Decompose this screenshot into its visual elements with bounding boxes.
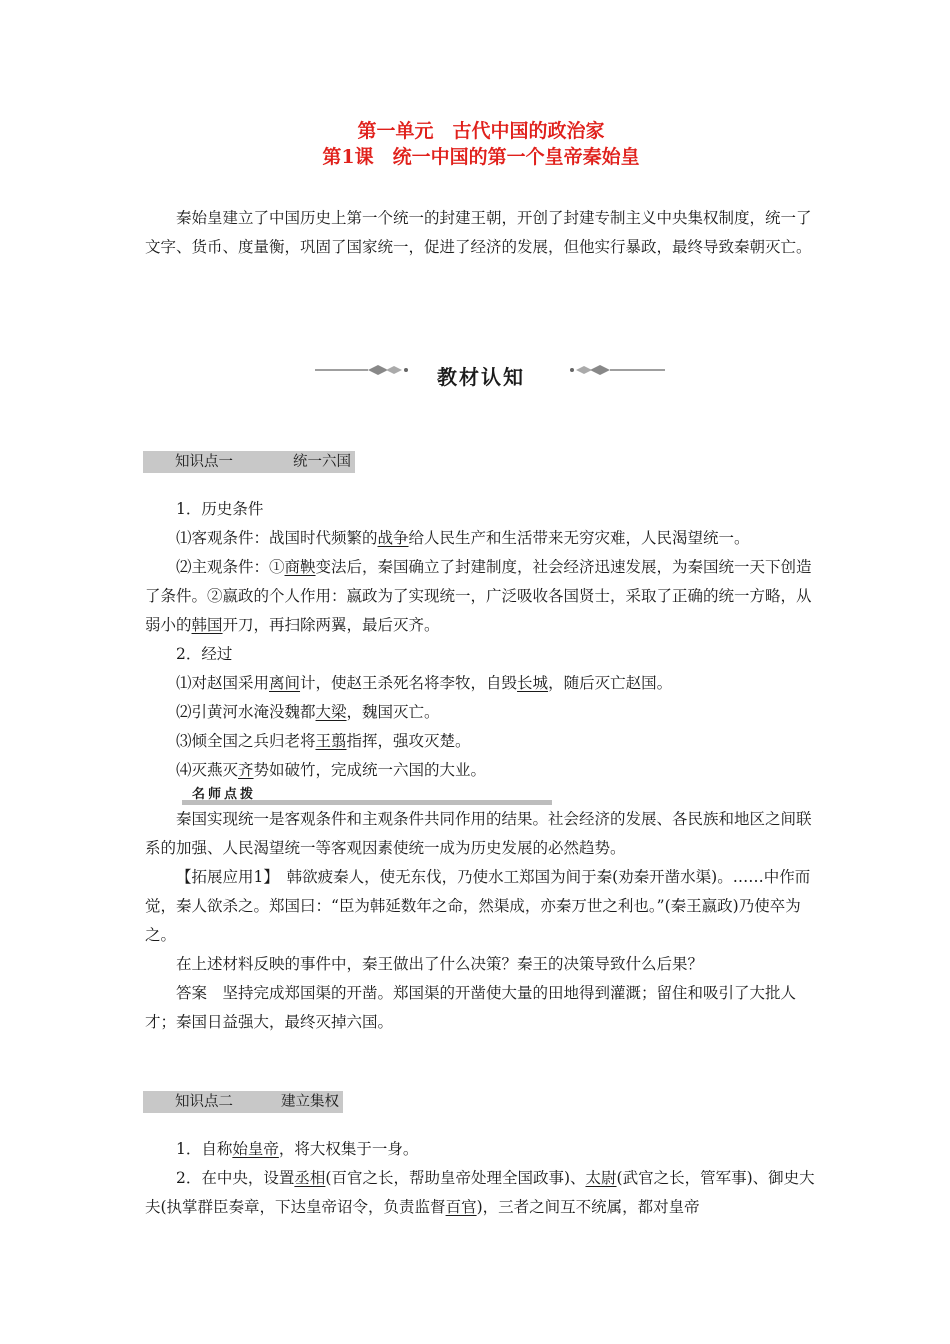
kp2-point-2: 2．在中央，设置丞相(百官之长，帮助皇帝处理全国政事)、太尉(武官之长，管军事)、御史大夫(执掌群臣奏章，下达皇帝诏令，负责监督百官)，三者之间互不统属，都对皇帝 (145, 1169, 815, 1216)
kp1-step-1: ⑴对赵国采用离间计，使赵王杀死名将李牧，自毁长城，随后灭亡赵国。 (176, 674, 673, 692)
extension-question: 在上述材料反映的事件中，秦王做出了什么决策？秦王的决策导致什么后果？ (176, 955, 704, 973)
knowledge-point-1-header (143, 451, 355, 473)
knowledge-point-2 (145, 1091, 817, 1222)
kp1-subjective-condition: ⑵主观条件：①商鞅变法后，秦国确立了封建制度，社会经济迅速发展，为秦国统一天下创造了条件。②嬴政的个人作用：嬴政为了实现统一，广泛吸收各国贤士，采取了正确的统一方略，从弱小的韩国开刀，再扫除两翼，最后灭齐。 (145, 558, 812, 634)
teacher-tip-text: 秦国实现统一是客观条件和主观条件共同作用的结果。社会经济的发展、各民族和地区之间联系的加强、人民渴望统一等客观因素使统一成为历史发展的必然趋势。 (145, 810, 812, 857)
kp2-title: 建立集权 (281, 1094, 339, 1110)
kp2-label: 知识点二 (175, 1094, 233, 1110)
kp1-label: 知识点一 (175, 454, 233, 470)
knowledge-point-2-header (143, 1091, 343, 1113)
kp1-title: 统一六国 (293, 454, 351, 470)
document-page (145, 118, 817, 1222)
section-banner (145, 355, 817, 395)
lesson-title: 第1课 统一中国的第一个皇帝秦始皇 (322, 146, 640, 168)
unit-title: 第一单元 古代中国的政治家 (357, 120, 605, 142)
knowledge-point-1 (145, 451, 817, 1037)
extension-material: 【拓展应用1】 韩欲疲秦人，使无东伐，乃使水工郑国为间于秦(劝秦开凿水渠)。……中作而觉，秦人欲杀之。郑国曰：“臣为韩延数年之命，然渠成，亦秦万世之利也。”(秦王嬴政)乃使卒为之。 (145, 868, 811, 944)
intro-paragraph: 秦始皇建立了中国历史上第一个统一的封建王朝，开创了封建专制主义中央集权制度，统一了文字、货币、度量衡，巩固了国家统一，促进了经济的发展，但他实行暴政，最终导致秦朝灭亡。 (145, 209, 812, 256)
kp1-step-4: ⑷灭燕灭齐势如破竹，完成统一六国的大业。 (176, 761, 487, 779)
section-banner-title: 教材认知 (437, 365, 525, 389)
teacher-tip-label: 名师点拨 (192, 787, 257, 802)
kp1-heading-1: 1．历史条件 (176, 500, 264, 518)
kp1-heading-2: 2．经过 (176, 645, 233, 663)
teacher-tip-header (182, 783, 817, 805)
kp1-step-2: ⑵引黄河水淹没魏都大梁，魏国灭亡。 (176, 703, 440, 721)
extension-answer: 答案 坚持完成郑国渠的开凿。郑国渠的开凿使大量的田地得到灌溉；留住和吸引了大批人才；秦国日益强大，最终灭掉六国。 (145, 984, 797, 1031)
kp1-objective-condition: ⑴客观条件：战国时代频繁的战争给人民生产和生活带来无穷灾难，人民渴望统一。 (176, 529, 750, 547)
kp1-step-3: ⑶倾全国之兵归老将王翦指挥，强攻灭楚。 (176, 732, 471, 750)
kp2-point-1: 1．自称始皇帝，将大权集于一身。 (176, 1140, 419, 1158)
